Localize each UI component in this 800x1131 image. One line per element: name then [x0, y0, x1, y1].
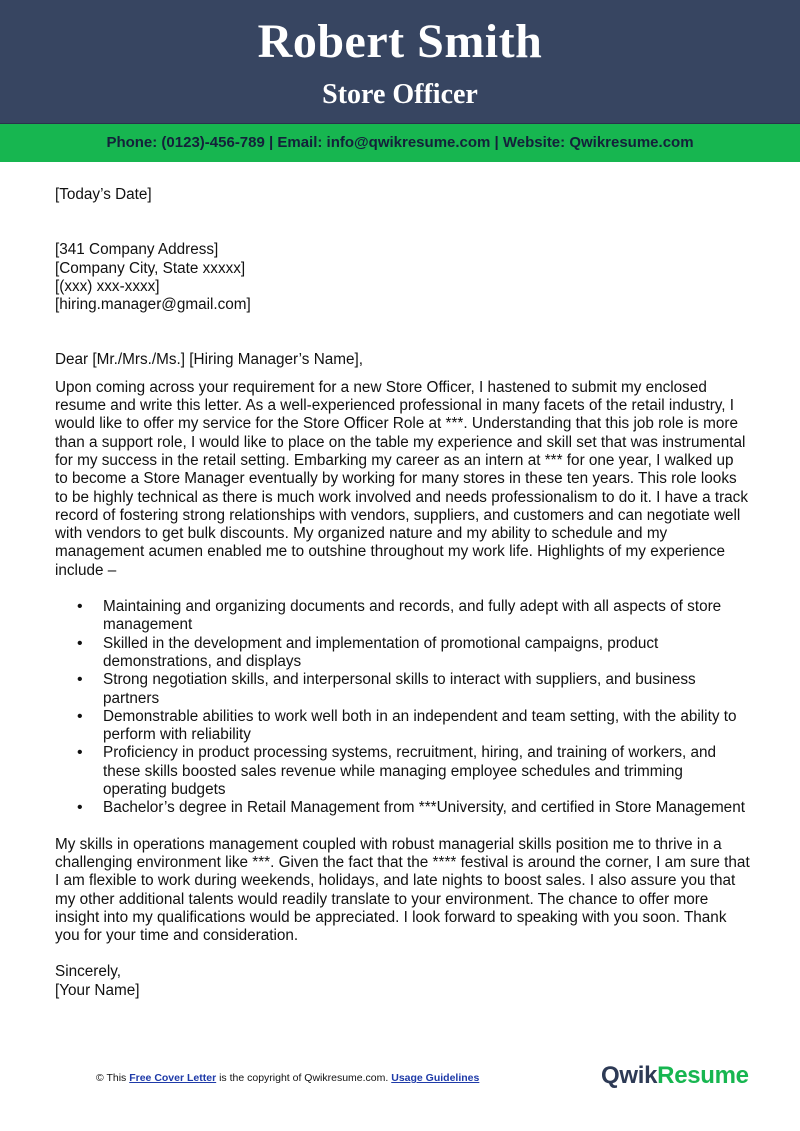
footer-middle: is the copyright of Qwikresume.com. — [216, 1072, 392, 1084]
closing-paragraph: My skills in operations management coupled with robust managerial skills position me to thrive in a challenging environment like ***. Given the fact that the **** festival is around the corner, I am sure that I am flexible to work during weekends, holidays, and late nights to boost sales. I also assure you that my other additional talents would readily translate to your environment. The chance to offer more insight into my qualifications would be appreciated. I look forward to speaking with you soon. Thank you for your time and consideration. — [55, 835, 750, 945]
footer-prefix: © This — [96, 1072, 130, 1084]
address-line: [Company City, State xxxxx] — [55, 259, 246, 277]
letter-body — [55, 186, 750, 1000]
address-line: [hiring.manager@gmail.com] — [55, 296, 251, 314]
recipient-address — [55, 241, 750, 314]
applicant-name: Robert Smith — [257, 15, 543, 68]
list-item: • Demonstrable abilities to work well both in an independent and team setting, with the ability to perform with reliability — [103, 708, 750, 745]
highlights-list — [55, 598, 750, 818]
list-item: • Strong negotiation skills, and interpersonal skills to interact with suppliers, and business partners — [103, 671, 750, 708]
logo-part-resume: Resume — [657, 1062, 749, 1089]
address-line: [341 Company Address] — [55, 241, 219, 259]
list-item: • Maintaining and organizing documents and records, and fully adept with all aspects of store management — [103, 598, 750, 635]
list-item: • Skilled in the development and implementation of promotional campaigns, product demonstrations, and displays — [103, 635, 750, 672]
address-line: [(xxx) xxx-xxxx] — [55, 277, 160, 295]
sign-off: Sincerely, — [55, 963, 122, 981]
contact-bar — [0, 124, 800, 162]
intro-paragraph: Upon coming across your requirement for a new Store Officer, I hastened to submit my enclosed resume and write this letter. As a well-experienced professional in many facets of the retail industry, I would like to offer my service for the Store Officer Role at ***. Understanding that this job role is more than a support role, I would like to place on the table my experience and skill set that was instrumental for my success in the retail setting. Embarking my career as an intern at *** for one year, I walked up to become a Store Manager eventually by working for many stores in these ten years. This role looks to be highly technical as there is much work involved and needs professionalism to do it. I have a track record of fostering strong relationships with vendors, suppliers, and customers and can negotiate well with vendors to get bulk discounts. My organized nature and my ability to schedule and my management acumen enabled me to outshine throughout my work life. Highlights of my experience include – — [55, 378, 748, 579]
job-title: Store Officer — [322, 79, 478, 110]
signature: [Your Name] — [55, 981, 140, 999]
logo-part-qwik: Qwik — [601, 1062, 658, 1089]
list-item: • Proficiency in product processing systems, recruitment, hiring, and training of workers, and these skills boosted sales revenue while managing employee schedules and trimming operating budgets — [103, 744, 750, 799]
qwikresume-logo — [601, 1062, 749, 1090]
header-banner — [0, 0, 800, 124]
copyright-footer — [96, 1071, 479, 1085]
usage-guidelines-link[interactable]: Usage Guidelines — [391, 1072, 480, 1084]
contact-info: Phone: (0123)-456-789 | Email: info@qwikresume.com | Website: Qwikresume.com — [106, 134, 694, 151]
free-cover-letter-link[interactable]: Free Cover Letter — [129, 1072, 217, 1084]
letter-date: [Today’s Date] — [55, 186, 152, 203]
salutation: Dear [Mr./Mrs./Ms.] [Hiring Manager’s Name], — [55, 351, 363, 369]
list-item: • Bachelor’s degree in Retail Management from ***University, and certified in Store Management — [103, 799, 750, 817]
